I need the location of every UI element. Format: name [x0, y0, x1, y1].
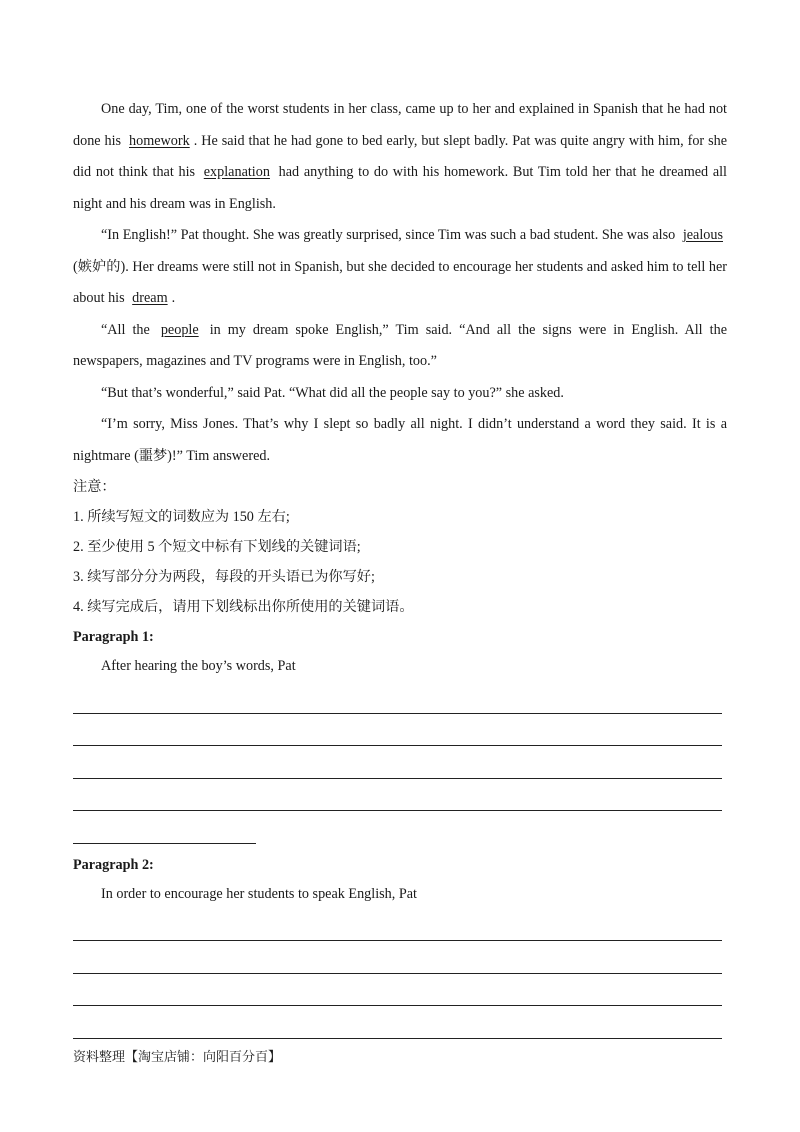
- writing-line[interactable]: [73, 974, 722, 1007]
- text-run: .: [171, 290, 176, 306]
- paragraph-2-heading: Paragraph 2:: [73, 856, 154, 873]
- text-run: “In English!” Pat thought. She was greatly surprised, since Tim was such a bad student. She was also: [101, 227, 679, 243]
- writing-line[interactable]: [73, 746, 722, 779]
- notes-section: [73, 472, 727, 622]
- paragraph-1-heading: Paragraph 1:: [73, 629, 154, 645]
- story-paragraph-3: [73, 315, 727, 378]
- story-paragraph-5: “I’m sorry, Miss Jones. That’s why I slept so badly all night. I didn’t understand a word they said. It is a nightmare (噩梦)!” Tim answered.: [73, 416, 727, 464]
- paragraph-1-starter: After hearing the boy’s words, Pat: [101, 658, 296, 674]
- document-body: [73, 94, 727, 1039]
- writing-line[interactable]: [73, 941, 722, 974]
- keyword-explanation: explanation: [203, 164, 270, 180]
- keyword-jealous: jealous: [682, 227, 723, 243]
- note-item: 3. 续写部分分为两段，每段的开头语已为你写好;: [73, 569, 375, 585]
- story-paragraph-4: “But that’s wonderful,” said Pat. “What did all the people say to you?” she asked.: [101, 384, 564, 401]
- keyword-people: people: [160, 321, 199, 338]
- story-paragraph-1: [73, 94, 727, 220]
- keyword-homework: homework: [129, 132, 190, 149]
- keyword-dream: dream: [132, 290, 168, 306]
- note-item: 1. 所续写短文的词数应为 150 左右;: [73, 509, 290, 525]
- writing-line[interactable]: [73, 714, 722, 747]
- notes-title: 注意：: [73, 479, 116, 495]
- page-footer: 资料整理【淘宝店铺：向阳百分百】: [73, 1050, 282, 1065]
- writing-line[interactable]: [73, 1006, 722, 1039]
- writing-line[interactable]: [73, 909, 722, 942]
- writing-line[interactable]: [73, 811, 256, 844]
- note-item: 2. 至少使用 5 个短文中标有下划线的关键词语;: [73, 539, 361, 555]
- text-run: . He said that he had gone to bed early, but slept badly. Pat was quite angry with him, for she did not think that his: [73, 132, 727, 180]
- writing-line[interactable]: [73, 681, 722, 714]
- text-run: had anything to do with his homework. But Tim told her that he dreamed all night and his dream was in English.: [73, 164, 727, 212]
- text-run: One day, Tim, one of the worst students in her class, came up to her and explained in Spanish that he had not done his: [73, 101, 727, 149]
- writing-line[interactable]: [73, 779, 722, 812]
- story-paragraph-2: [73, 220, 727, 315]
- paragraph-2-starter: In order to encourage her students to speak English, Pat: [101, 885, 417, 902]
- paragraph-2-writing-area[interactable]: [73, 909, 727, 1039]
- text-run: in my dream spoke English,” Tim said. “And all the signs were in English. All the newspapers, magazines and TV programs were in English, too.”: [73, 321, 727, 369]
- note-item: 4. 续写完成后，请用下划线标出你所使用的关键词语。: [73, 599, 414, 615]
- paragraph-1-writing-area[interactable]: [73, 681, 727, 844]
- text-run: “All the: [101, 321, 157, 338]
- text-run: (嫉妒的). Her dreams were still not in Spanish, but she decided to encourage her students and asked him to tell her about his: [73, 258, 727, 306]
